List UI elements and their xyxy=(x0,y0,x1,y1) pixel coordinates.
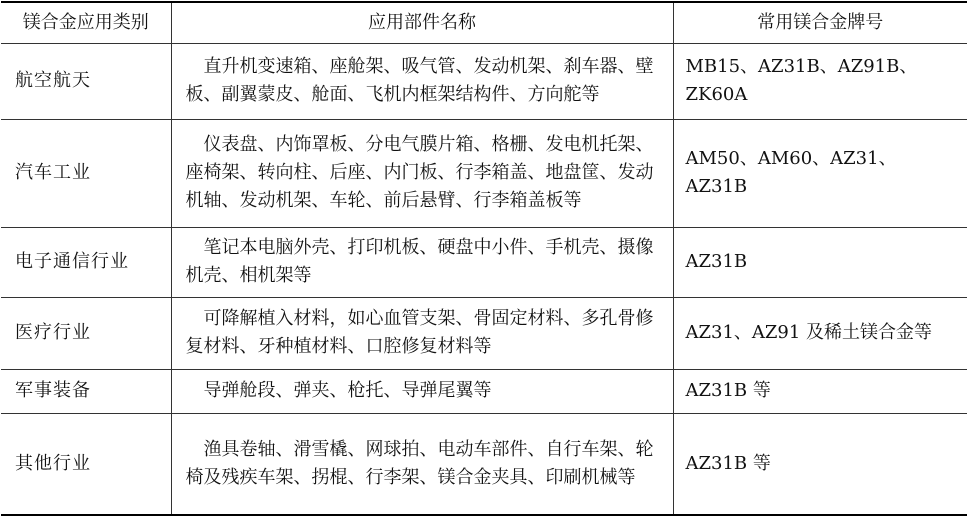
table-row xyxy=(1,413,967,514)
row-parts: 仪表盘、内饰罩板、分电气膜片箱、格栅、发电机托架、座椅架、转向柱、后座、内门板、行李箱盖、地盘筐、发动机轴、发动机架、车轮、前后悬臂、行李箱盖板等 xyxy=(171,119,673,227)
header-parts: 应用部件名称 xyxy=(171,3,673,43)
header-category: 镁合金应用类别 xyxy=(1,3,171,43)
row-grades: AM50、AM60、AZ31、AZ31B xyxy=(673,119,967,227)
row-category: 航空航天 xyxy=(1,43,171,119)
row-category: 汽车工业 xyxy=(1,119,171,227)
table-header-row xyxy=(1,3,967,43)
row-grades: MB15、AZ31B、AZ91B、ZK60A xyxy=(673,43,967,119)
magnesium-alloy-application-table xyxy=(1,1,967,516)
row-category: 电子通信行业 xyxy=(1,227,171,297)
table-row xyxy=(1,119,967,227)
data-table xyxy=(1,3,967,514)
table-row xyxy=(1,369,967,413)
row-category: 军事装备 xyxy=(1,369,171,413)
table-row xyxy=(1,227,967,297)
row-grades: AZ31B xyxy=(673,227,967,297)
row-grades: AZ31B 等 xyxy=(673,369,967,413)
row-grades: AZ31、AZ91 及稀土镁合金等 xyxy=(673,297,967,369)
header-grades: 常用镁合金牌号 xyxy=(673,3,967,43)
row-parts: 渔具卷轴、滑雪橇、网球拍、电动车部件、自行车架、轮椅及残疾车架、拐棍、行李架、镁合金夹具、印刷机械等 xyxy=(171,413,673,514)
row-parts: 导弹舱段、弹夹、枪托、导弹尾翼等 xyxy=(171,369,673,413)
table-row xyxy=(1,297,967,369)
row-parts: 可降解植入材料，如心血管支架、骨固定材料、多孔骨修复材料、牙种植材料、口腔修复材料等 xyxy=(171,297,673,369)
row-grades: AZ31B 等 xyxy=(673,413,967,514)
row-category: 其他行业 xyxy=(1,413,171,514)
row-category: 医疗行业 xyxy=(1,297,171,369)
table-row xyxy=(1,43,967,119)
row-parts: 笔记本电脑外壳、打印机板、硬盘中小件、手机壳、摄像机壳、相机架等 xyxy=(171,227,673,297)
row-parts: 直升机变速箱、座舱架、吸气管、发动机架、刹车器、壁板、副翼蒙皮、舱面、飞机内框架结构件、方向舵等 xyxy=(171,43,673,119)
